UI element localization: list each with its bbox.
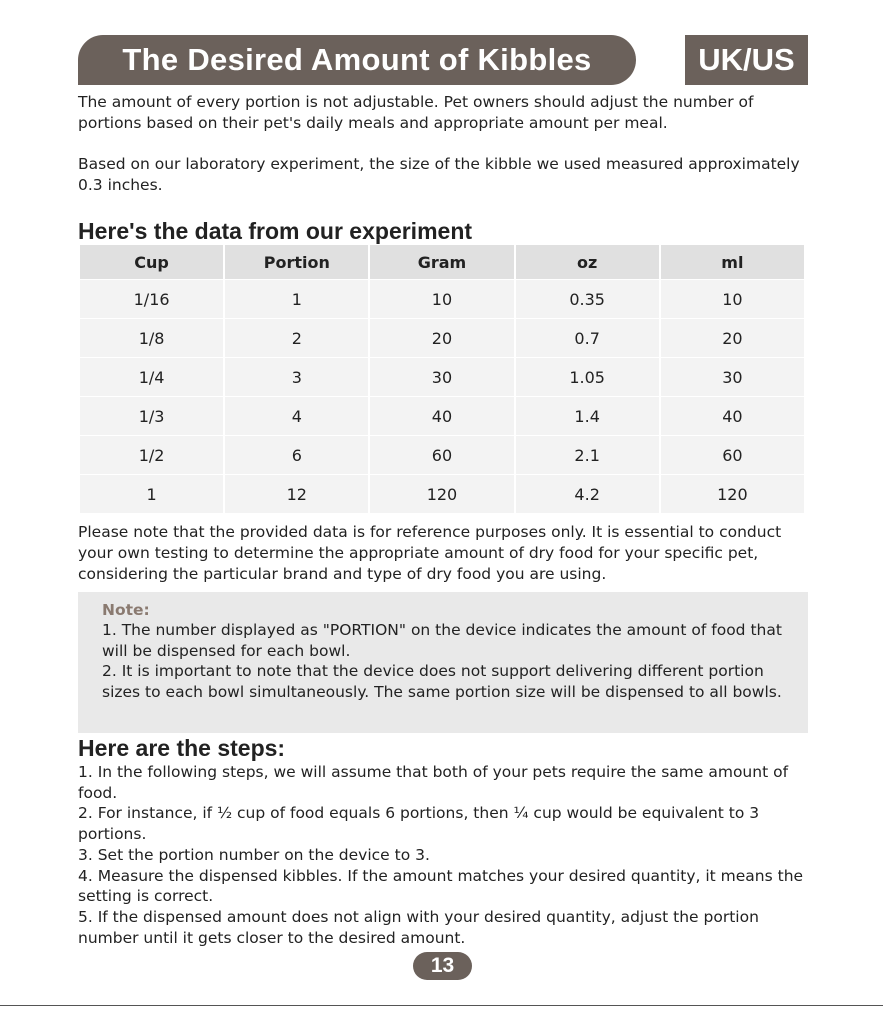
cell-oz: 0.7 [516,319,659,357]
cell-ml: 120 [661,475,804,513]
step-item: 3. Set the portion number on the device to 3. [78,845,430,864]
region-label: UK/US [698,42,795,77]
table-row [80,319,804,357]
cell-gram: 60 [370,436,513,474]
cell-ml: 10 [661,280,804,318]
cell-ml: 60 [661,436,804,474]
column-header-portion: Portion [225,245,368,279]
cell-cup: 1/2 [80,436,223,474]
step-item: 1. In the following steps, we will assume that both of your pets require the same amount of food. [78,763,789,802]
page-number: 13 [430,954,455,977]
cell-cup: 1 [80,475,223,513]
column-header-oz: oz [516,245,659,279]
cell-portion: 1 [225,280,368,318]
column-header-cup: Cup [80,245,223,279]
cell-oz: 1.4 [516,397,659,435]
intro-paragraph-2: Based on our laboratory experiment, the size of the kibble we used measured approximately 0.3 inches. [78,155,800,194]
cell-gram: 10 [370,280,513,318]
note-heading: Note: [102,601,150,619]
cell-oz: 4.2 [516,475,659,513]
cell-ml: 20 [661,319,804,357]
cell-ml: 30 [661,358,804,396]
steps-section-title: Here are the steps: [78,735,286,761]
table-row [80,358,804,396]
column-header-ml: ml [661,245,804,279]
table-row [80,436,804,474]
cell-gram: 40 [370,397,513,435]
cell-gram: 30 [370,358,513,396]
bottom-divider [0,1005,883,1006]
experiment-data-table [78,244,806,514]
cell-cup: 1/8 [80,319,223,357]
note-item: 1. The number displayed as "PORTION" on the device indicates the amount of food that will be dispensed for each bowl. [102,621,782,660]
note-item: 2. It is important to note that the device does not support delivering different portion sizes to each bowl simultaneously. The same portion size will be dispensed to all bowls. [102,662,782,701]
note-box [78,592,808,733]
cell-portion: 12 [225,475,368,513]
cell-portion: 4 [225,397,368,435]
table-row [80,397,804,435]
cell-oz: 0.35 [516,280,659,318]
table-header-row [80,245,804,279]
cell-portion: 2 [225,319,368,357]
cell-oz: 1.05 [516,358,659,396]
page-number-badge [413,952,472,980]
cell-cup: 1/16 [80,280,223,318]
table-row [80,280,804,318]
region-badge [685,35,808,85]
column-header-gram: Gram [370,245,513,279]
page-title: The Desired Amount of Kibbles [122,42,592,77]
table-row [80,475,804,513]
cell-portion: 3 [225,358,368,396]
step-item: 4. Measure the dispensed kibbles. If the amount matches your desired quantity, it means the setting is correct. [78,866,804,906]
intro-paragraph-1: The amount of every portion is not adjustable. Pet owners should adjust the number of portions based on their pet's daily meals and appropriate amount per meal. [78,93,754,132]
cell-cup: 1/3 [80,397,223,435]
steps-list [78,762,818,948]
cell-ml: 40 [661,397,804,435]
cell-oz: 2.1 [516,436,659,474]
step-item: 2. For instance, if ½ cup of food equals 6 portions, then ¼ cup would be equivalent to 3 portions. [78,804,760,844]
cell-gram: 20 [370,319,513,357]
data-section-title: Here's the data from our experiment [78,218,473,244]
title-banner [78,35,636,85]
step-item: 5. If the dispensed amount does not align with your desired quantity, adjust the portion number until it gets closer to the desired amount. [78,907,759,947]
cell-cup: 1/4 [80,358,223,396]
disclaimer-paragraph: Please note that the provided data is for reference purposes only. It is essential to conduct your own testing to determine the appropriate amount of dry food for your specific pet, considering the particular brand and type of dry food you are using. [78,523,782,583]
cell-gram: 120 [370,475,513,513]
cell-portion: 6 [225,436,368,474]
